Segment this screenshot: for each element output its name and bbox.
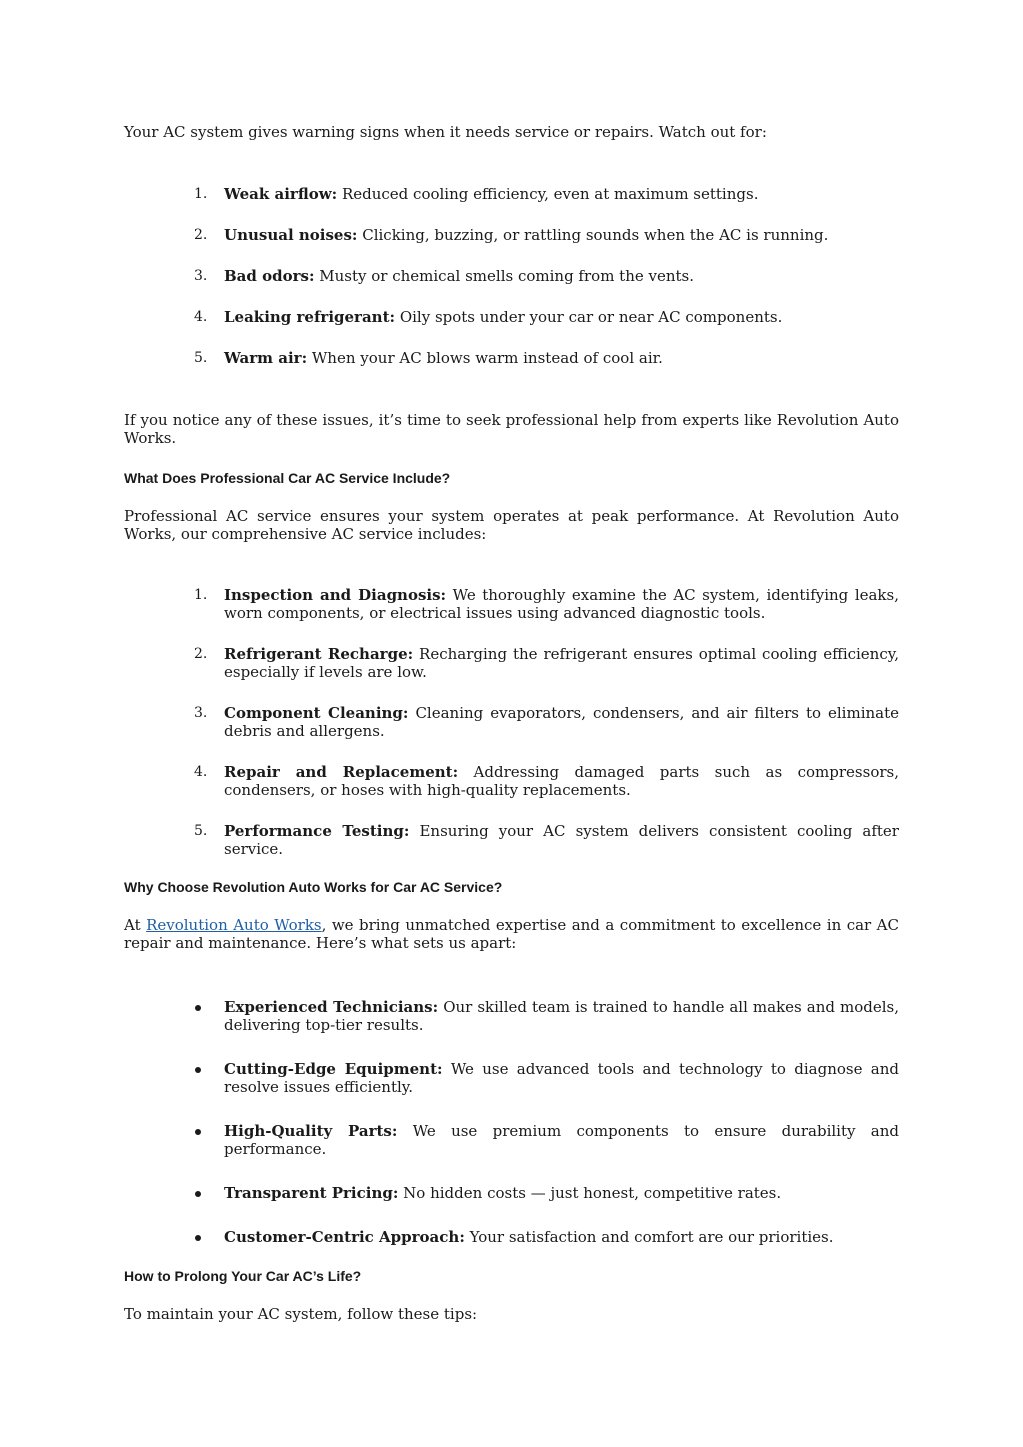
list-item bbox=[124, 1228, 899, 1246]
list-item bbox=[124, 763, 899, 799]
why-list bbox=[124, 998, 899, 1246]
list-desc: Our skilled team is trained to handle all makes and models, delivering top-tier results. bbox=[224, 998, 899, 1034]
list-item bbox=[124, 226, 899, 244]
list-term: Warm air: bbox=[224, 349, 308, 367]
warning-signs-list bbox=[124, 185, 899, 367]
list-number: 3. bbox=[194, 705, 208, 721]
list-item bbox=[124, 822, 899, 858]
list-desc: Addressing damaged parts such as compressors, condensers, or hoses with high-quality replacements. bbox=[224, 763, 899, 799]
list-number: 2. bbox=[194, 227, 208, 243]
list-number: 1. bbox=[194, 587, 208, 603]
list-desc: Cleaning evaporators, condensers, and air filters to eliminate debris and allergens. bbox=[224, 704, 900, 740]
list-term: Inspection and Diagnosis: bbox=[224, 586, 447, 604]
list-term: Leaking refrigerant: bbox=[224, 308, 396, 326]
service-list bbox=[124, 586, 899, 858]
bullet-icon bbox=[195, 1129, 201, 1135]
list-number: 4. bbox=[194, 309, 208, 325]
list-desc: Clicking, buzzing, or rattling sounds when the AC is running. bbox=[357, 226, 829, 244]
list-item bbox=[124, 1060, 899, 1096]
revolution-auto-works-link[interactable]: Revolution Auto Works bbox=[146, 916, 322, 934]
list-item bbox=[124, 185, 899, 203]
list-desc: We use advanced tools and technology to diagnose and resolve issues efficiently. bbox=[224, 1060, 899, 1096]
service-intro-paragraph: Professional AC service ensures your system operates at peak performance. At Revolution Auto Works, our comprehensive AC service includes: bbox=[124, 507, 899, 543]
list-term: Unusual noises: bbox=[224, 226, 358, 244]
list-term: Transparent Pricing: bbox=[224, 1184, 399, 1202]
list-item bbox=[124, 998, 899, 1034]
list-desc: Reduced cooling efficiency, even at maximum settings. bbox=[337, 185, 759, 203]
why-intro-paragraph bbox=[124, 916, 899, 952]
why-intro-suffix: , we bring unmatched expertise and a commitment to excellence in car AC repair and maintenance. Here’s what sets us apart: bbox=[124, 916, 899, 952]
list-number: 1. bbox=[194, 186, 208, 202]
list-desc: Oily spots under your car or near AC components. bbox=[395, 308, 783, 326]
list-term: High-Quality Parts: bbox=[224, 1122, 398, 1140]
list-number: 2. bbox=[194, 646, 208, 662]
bullet-icon bbox=[195, 1191, 201, 1197]
list-item bbox=[124, 1184, 899, 1202]
section-heading-why: Why Choose Revolution Auto Works for Car AC Service? bbox=[124, 879, 503, 895]
list-desc: When your AC blows warm instead of cool air. bbox=[307, 349, 663, 367]
list-item bbox=[124, 349, 899, 367]
notice-paragraph: If you notice any of these issues, it’s time to seek professional help from experts like Revolution Auto Works. bbox=[124, 411, 899, 447]
list-term: Performance Testing: bbox=[224, 822, 410, 840]
list-desc: Musty or chemical smells coming from the vents. bbox=[314, 267, 695, 285]
list-desc: Recharging the refrigerant ensures optimal cooling efficiency, especially if levels are low. bbox=[224, 645, 899, 681]
list-item bbox=[124, 308, 899, 326]
bullet-icon bbox=[195, 1067, 201, 1073]
list-number: 3. bbox=[194, 268, 208, 284]
list-item bbox=[124, 267, 899, 285]
list-term: Experienced Technicians: bbox=[224, 998, 439, 1016]
list-desc: Ensuring your AC system delivers consistent cooling after service. bbox=[224, 822, 899, 858]
list-term: Refrigerant Recharge: bbox=[224, 645, 414, 663]
list-term: Customer-Centric Approach: bbox=[224, 1228, 465, 1246]
bullet-icon bbox=[195, 1005, 201, 1011]
list-number: 5. bbox=[194, 350, 208, 366]
list-desc: No hidden costs — just honest, competitive rates. bbox=[398, 1184, 782, 1202]
list-term: Component Cleaning: bbox=[224, 704, 409, 722]
list-term: Repair and Replacement: bbox=[224, 763, 459, 781]
bullet-icon bbox=[195, 1235, 201, 1241]
intro-paragraph: Your AC system gives warning signs when it needs service or repairs. Watch out for: bbox=[124, 123, 767, 141]
why-intro-prefix: At bbox=[124, 916, 147, 934]
list-item bbox=[124, 645, 899, 681]
section-heading-service: What Does Professional Car AC Service Include? bbox=[124, 470, 451, 486]
list-number: 4. bbox=[194, 764, 208, 780]
list-desc: We thoroughly examine the AC system, identifying leaks, worn components, or electrical issues using advanced diagnostic tools. bbox=[224, 586, 899, 622]
list-term: Bad odors: bbox=[224, 267, 315, 285]
list-desc: Your satisfaction and comfort are our priorities. bbox=[464, 1228, 834, 1246]
list-term: Weak airflow: bbox=[224, 185, 338, 203]
section-heading-prolong: How to Prolong Your Car AC’s Life? bbox=[124, 1268, 362, 1284]
list-item bbox=[124, 704, 899, 740]
list-desc: We use premium components to ensure durability and performance. bbox=[224, 1122, 899, 1158]
prolong-intro-paragraph: To maintain your AC system, follow these tips: bbox=[124, 1305, 478, 1323]
list-term: Cutting-Edge Equipment: bbox=[224, 1060, 443, 1078]
list-item bbox=[124, 1122, 899, 1158]
list-item bbox=[124, 586, 899, 622]
list-number: 5. bbox=[194, 823, 208, 839]
